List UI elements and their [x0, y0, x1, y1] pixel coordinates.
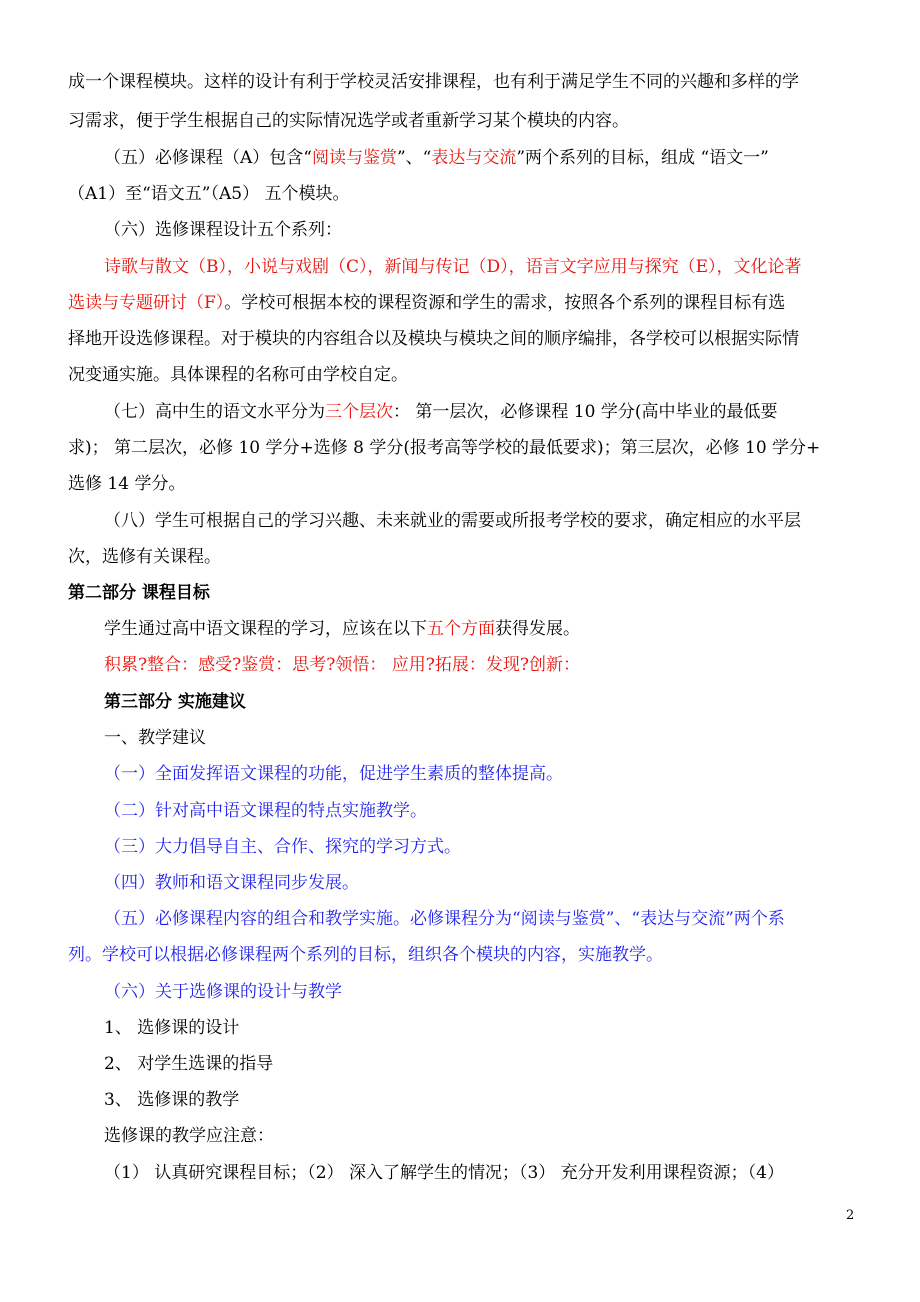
paragraph-line: 选修课的教学应注意：: [104, 1126, 274, 1146]
highlight-text: 表达与交流: [431, 148, 517, 168]
numbered-item: 3、 选修课的教学: [104, 1090, 240, 1110]
highlight-text: 三个层次: [325, 402, 393, 422]
subheading: 一、教学建议: [104, 728, 206, 748]
paragraph-line: 况变通实施。具体课程的名称可由学校自定。: [68, 365, 408, 385]
section-heading: 第三部分 实施建议: [104, 692, 246, 712]
suggestion-item: （三）大力倡导自主、合作、探究的学习方式。: [104, 837, 461, 857]
suggestion-item: （五）必修课程内容的组合和教学实施。必修课程分为“阅读与鉴赏”、“表达与交流”两个系: [104, 909, 785, 929]
text: 学生通过高中语文课程的学习，应该在以下: [104, 619, 427, 639]
paragraph-line: 成一个课程模块。这样的设计有利于学校灵活安排课程，也有利于满足学生不同的兴趣和多样的学: [68, 72, 799, 92]
section-heading: 第二部分 课程目标: [68, 583, 210, 603]
page-number: 2: [846, 1208, 855, 1223]
text: ”、“: [396, 148, 432, 168]
paragraph-line: [104, 146, 860, 170]
paragraph-line: 次，选修有关课程。: [68, 547, 221, 567]
suggestion-item: （二）针对高中语文课程的特点实施教学。: [104, 801, 427, 821]
text: （五）必修课程（A）包含“: [104, 148, 312, 168]
paragraph-line: 择地开设选修课程。对于模块的内容组合以及模块与模块之间的顺序编排，各学校可以根据实际情: [68, 329, 799, 349]
aspects-line: 积累?整合：感受?鉴赏：思考?领悟： 应用?拓展：发现?创新：: [104, 655, 580, 675]
paragraph-line: [68, 291, 860, 315]
paragraph-line: 习需求，便于学生根据自己的实际情况选学或者重新学习某个模块的内容。: [68, 111, 629, 131]
paragraph-line: （八）学生可根据自己的学习兴趣、未来就业的需要或所报考学校的要求，确定相应的水平层: [104, 511, 801, 531]
text: ： 第一层次，必修课程 10 学分(高中毕业的最低要: [393, 402, 778, 422]
text: （七）高中生的语文水平分为: [104, 402, 325, 422]
paragraph-line: [104, 617, 860, 641]
numbered-item: 2、 对学生选课的指导: [104, 1054, 274, 1074]
suggestion-item: （六）关于选修课的设计与教学: [104, 982, 342, 1002]
highlight-text: 选读与专题研讨（F）: [68, 293, 225, 313]
paragraph-line: （A1）至“语文五”（A5） 五个模块。: [68, 184, 350, 204]
text: 。学校可根据本校的课程资源和学生的需求，按照各个系列的课程目标有选: [224, 293, 786, 313]
suggestion-item: （四）教师和语文课程同步发展。: [104, 873, 359, 893]
paragraph-line: [104, 400, 860, 424]
paragraph-line: 诗歌与散文（B），小说与戏剧（C），新闻与传记（D），语言文字应用与探究（E），文化论著: [104, 257, 802, 277]
numbered-item: 1、 选修课的设计: [104, 1018, 240, 1038]
paragraph-line: （六）选修课程设计五个系列：: [104, 220, 342, 240]
paragraph-line: 选修 14 学分。: [68, 474, 186, 494]
paragraph-line: 求)； 第二层次，必修 10 学分+选修 8 学分(报考高等学校的最低要求)；第三层次，必修 10 学分+: [68, 438, 821, 458]
highlight-text: 五个方面: [427, 619, 495, 639]
suggestion-item: 列。学校可以根据必修课程两个系列的目标，组织各个模块的内容，实施教学。: [68, 945, 663, 965]
paragraph-line: （1） 认真研究课程目标；（2） 深入了解学生的情况；（3） 充分开发利用课程资源；（4）: [104, 1163, 784, 1183]
suggestion-item: （一）全面发挥语文课程的功能，促进学生素质的整体提高。: [104, 764, 563, 784]
highlight-text: 阅读与鉴赏: [311, 148, 397, 168]
text: ”两个系列的目标，组成 “语文一”: [516, 148, 769, 168]
text: 获得发展。: [495, 619, 580, 639]
